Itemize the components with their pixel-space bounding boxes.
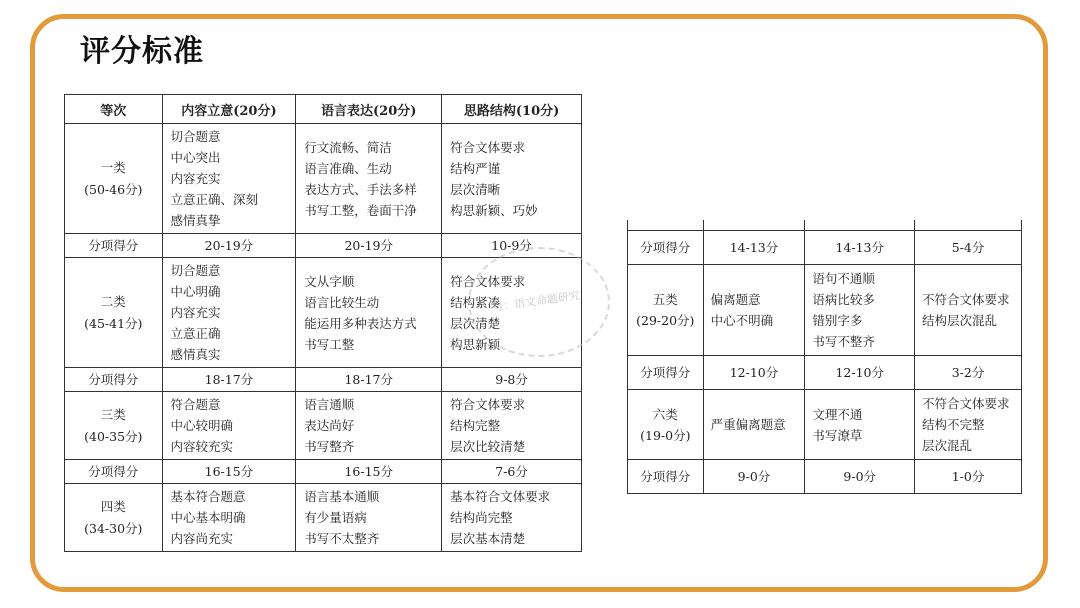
score-label: 分项得分	[65, 368, 163, 392]
header-language: 语言表达(20分)	[296, 95, 442, 124]
score-value: 9-0分	[805, 460, 915, 494]
score-value: 18-17分	[296, 368, 442, 392]
level-name: 三类	[100, 406, 126, 422]
criterion: 严重偏离题意	[710, 417, 786, 432]
level-row	[65, 484, 582, 552]
level-name: 五类	[652, 292, 678, 307]
criterion: 语病比较多	[812, 292, 875, 307]
level-cell	[65, 484, 163, 552]
structure-cell	[442, 124, 582, 234]
score-value: 14-13分	[703, 231, 805, 265]
level-row	[628, 390, 1022, 460]
criterion: 内容充实	[170, 305, 221, 320]
criterion: 感情真挚	[170, 213, 221, 228]
criterion: 层次清晰	[450, 181, 501, 197]
language-cell	[296, 124, 442, 234]
criterion: 中心不明确	[710, 313, 774, 328]
score-value: 7-6分	[442, 460, 582, 484]
criterion: 基本符合题意	[170, 489, 246, 504]
score-value: 18-17分	[162, 368, 296, 392]
criterion: 符合文体要求	[450, 397, 526, 412]
score-label: 分项得分	[65, 234, 163, 258]
criterion: 立意正确、深刻	[170, 192, 259, 207]
criterion: 符合题意	[170, 397, 221, 412]
criterion: 文理不通	[812, 406, 863, 422]
level-name: 一类	[100, 159, 126, 175]
criterion: 基本符合文体要求	[450, 489, 551, 504]
header-level: 等次	[65, 95, 163, 124]
criterion: 表达尚好	[304, 418, 355, 433]
grading-table-right	[627, 220, 1022, 494]
score-value: 16-15分	[296, 460, 442, 484]
level-range: (34-30分)	[84, 520, 143, 536]
criterion: 结构严谨	[450, 160, 501, 176]
criterion: 不符合文体要求	[922, 396, 1010, 411]
level-name: 二类	[100, 293, 126, 309]
language-cell	[296, 392, 442, 460]
criterion: 书写工整，卷面干净	[304, 202, 417, 218]
score-value: 1-0分	[915, 460, 1022, 494]
level-name: 四类	[100, 498, 126, 514]
criterion: 层次混乱	[922, 438, 973, 453]
level-range: (50-46分)	[84, 181, 143, 197]
score-label: 分项得分	[65, 460, 163, 484]
criterion: 中心突出	[170, 150, 221, 165]
criterion: 结构尚完整	[450, 510, 513, 525]
level-range: (45-41分)	[84, 315, 143, 331]
criterion: 切合题意	[170, 263, 221, 278]
criterion: 书写不太整齐	[304, 531, 380, 546]
level-cell	[628, 390, 704, 460]
criterion: 符合文体要求	[450, 273, 526, 289]
criterion: 中心明确	[170, 284, 221, 299]
language-cell	[805, 265, 915, 356]
page-title: 评分标准	[80, 34, 204, 69]
score-row	[628, 460, 1022, 494]
level-cell	[65, 124, 163, 234]
score-value: 20-19分	[162, 234, 296, 258]
structure-cell	[442, 392, 582, 460]
score-value: 12-10分	[703, 356, 805, 390]
watermark-text: 号：语文命题研究	[491, 288, 581, 315]
criterion: 能运用多种表达方式	[304, 315, 417, 331]
score-value: 20-19分	[296, 234, 442, 258]
criterion: 构思新颖、巧妙	[450, 202, 538, 218]
criterion: 结构完整	[450, 418, 501, 433]
score-row	[628, 231, 1022, 265]
criterion: 内容充实	[170, 171, 221, 186]
score-row	[65, 460, 582, 484]
score-label: 分项得分	[628, 356, 704, 390]
criterion: 中心基本明确	[170, 510, 246, 525]
content-cell	[162, 124, 296, 234]
score-value: 10-9分	[442, 234, 582, 258]
criterion: 书写工整	[304, 336, 355, 352]
score-label: 分项得分	[628, 460, 704, 494]
header-content: 内容立意(20分)	[162, 95, 296, 124]
score-value: 14-13分	[805, 231, 915, 265]
criterion: 符合文体要求	[450, 139, 526, 155]
language-cell	[296, 258, 442, 368]
criterion: 书写不整齐	[812, 334, 875, 349]
score-value: 16-15分	[162, 460, 296, 484]
criterion: 语言比较生动	[304, 294, 380, 310]
score-value: 5-4分	[915, 231, 1022, 265]
criterion: 表达方式、手法多样	[304, 181, 417, 197]
criterion: 语言准确、生动	[304, 160, 392, 176]
level-range: (40-35分)	[84, 428, 143, 444]
criterion: 内容较充实	[170, 439, 234, 454]
content-cell	[162, 392, 296, 460]
criterion: 有少量语病	[304, 510, 367, 525]
criterion: 错别字多	[812, 313, 863, 328]
level-range: (19-0分)	[640, 427, 691, 443]
cropped-row	[628, 220, 1022, 231]
content-cell	[703, 390, 805, 460]
level-name: 六类	[652, 406, 678, 422]
watermark-stamp	[468, 247, 610, 357]
content-cell	[162, 484, 296, 552]
score-value: 9-8分	[442, 368, 582, 392]
criterion: 行文流畅、简洁	[304, 139, 392, 155]
score-row	[65, 368, 582, 392]
level-range: (29-20分)	[636, 313, 695, 328]
criterion: 内容尚充实	[170, 531, 234, 546]
criterion: 中心较明确	[170, 418, 234, 433]
criterion: 层次基本清楚	[450, 531, 526, 546]
structure-cell	[915, 265, 1022, 356]
criterion: 语句不通顺	[812, 271, 875, 286]
structure-cell	[442, 484, 582, 552]
criterion: 结构紧凑	[450, 294, 501, 310]
criterion: 文从字顺	[304, 273, 355, 289]
structure-cell	[915, 390, 1022, 460]
header-structure: 思路结构(10分)	[442, 95, 582, 124]
criterion: 层次比较清楚	[450, 439, 526, 454]
content-cell	[703, 265, 805, 356]
language-cell	[296, 484, 442, 552]
score-value: 9-0分	[703, 460, 805, 494]
level-row	[65, 392, 582, 460]
criterion: 不符合文体要求	[922, 292, 1010, 307]
criterion: 感情真实	[170, 347, 221, 362]
level-cell	[65, 258, 163, 368]
level-cell	[65, 392, 163, 460]
score-value: 12-10分	[805, 356, 915, 390]
criterion: 书写整齐	[304, 439, 355, 454]
content-cell	[162, 258, 296, 368]
criterion: 偏离题意	[710, 292, 761, 307]
criterion: 层次清楚	[450, 315, 501, 331]
score-value: 3-2分	[915, 356, 1022, 390]
criterion: 结构层次混乱	[922, 313, 998, 328]
level-cell	[628, 265, 704, 356]
header-row	[65, 95, 582, 124]
score-label: 分项得分	[628, 231, 704, 265]
language-cell	[805, 390, 915, 460]
level-row	[65, 124, 582, 234]
criterion: 书写潦草	[812, 427, 863, 443]
criterion: 立意正确	[170, 326, 221, 341]
criterion: 结构不完整	[922, 417, 985, 432]
score-row	[628, 356, 1022, 390]
criterion: 语言基本通顺	[304, 489, 380, 504]
criterion: 语言通顺	[304, 397, 355, 412]
level-row	[628, 265, 1022, 356]
criterion: 构思新颖	[450, 336, 501, 352]
criterion: 切合题意	[170, 129, 221, 144]
